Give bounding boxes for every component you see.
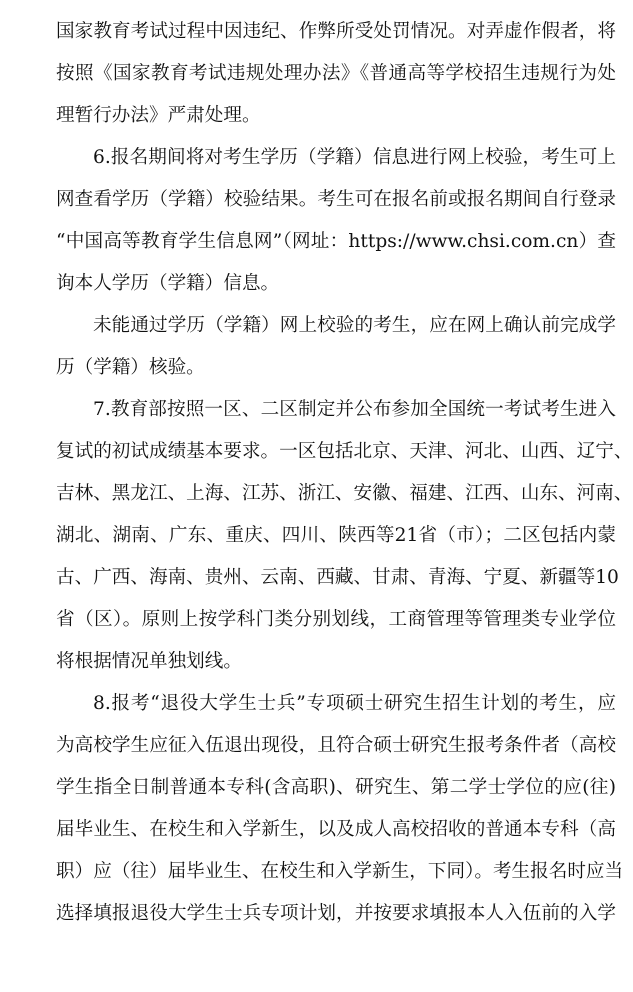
paragraph-start-line: 7.教育部按照一区、二区制定并公布参加全国统一考试考生进入 (93, 399, 616, 420)
text-line: 学生指全日制普通本专科(含高职)、研究生、第二学士学位的应(往) (56, 777, 616, 798)
paragraph-start-line: 6.报名期间将对考生学历（学籍）信息进行网上校验，考生可上 (93, 147, 616, 168)
text-line: 吉林、黑龙江、上海、江苏、浙江、安徽、福建、江西、山东、河南、 (56, 483, 633, 504)
text-line: 按照《国家教育考试违规处理办法》《普通高等学校招生违规行为处 (56, 63, 616, 84)
paragraph-start-line: 未能通过学历（学籍）网上校验的考生，应在网上确认前完成学 (93, 315, 616, 336)
text-line: 国家教育考试过程中因违纪、作弊所受处罚情况。对弄虚作假者，将 (56, 21, 616, 42)
text-line: 理暂行办法》严肃处理。 (56, 105, 261, 126)
text-line: 网查看学历（学籍）校验结果。考生可在报名前或报名期间自行登录 (56, 189, 616, 210)
text-line: 选择填报退役大学生士兵专项计划，并按要求填报本人入伍前的入学 (56, 903, 616, 924)
paragraph-start-line: 8.报考“退役大学生士兵”专项硕士研究生招生计划的考生，应 (93, 693, 616, 714)
text-line: 职）应（往）届毕业生、在校生和入学新生，下同）。考生报名时应当 (56, 861, 624, 882)
text-line: 届毕业生、在校生和入学新生，以及成人高校招收的普通本专科（高 (56, 819, 616, 840)
text-line: 历（学籍）核验。 (56, 357, 205, 378)
text-line: 省（区）。原则上按学科门类分别划线，工商管理等管理类专业学位 (56, 609, 616, 630)
text-line: 将根据情况单独划线。 (56, 651, 242, 672)
text-line: 古、广西、海南、贵州、云南、西藏、甘肃、青海、宁夏、新疆等10 (56, 567, 619, 588)
text-line: 询本人学历（学籍）信息。 (56, 273, 280, 294)
text-line: 为高校学生应征入伍退出现役，且符合硕士研究生报考条件者（高校 (56, 735, 616, 756)
text-line: 湖北、湖南、广东、重庆、四川、陕西等21省（市）；二区包括内蒙 (56, 525, 616, 546)
text-line: “中国高等教育学生信息网”（网址：https://www.chsi.com.cn）查 (56, 231, 616, 252)
text-line: 复试的初试成绩基本要求。一区包括北京、天津、河北、山西、辽宁、 (56, 441, 633, 462)
